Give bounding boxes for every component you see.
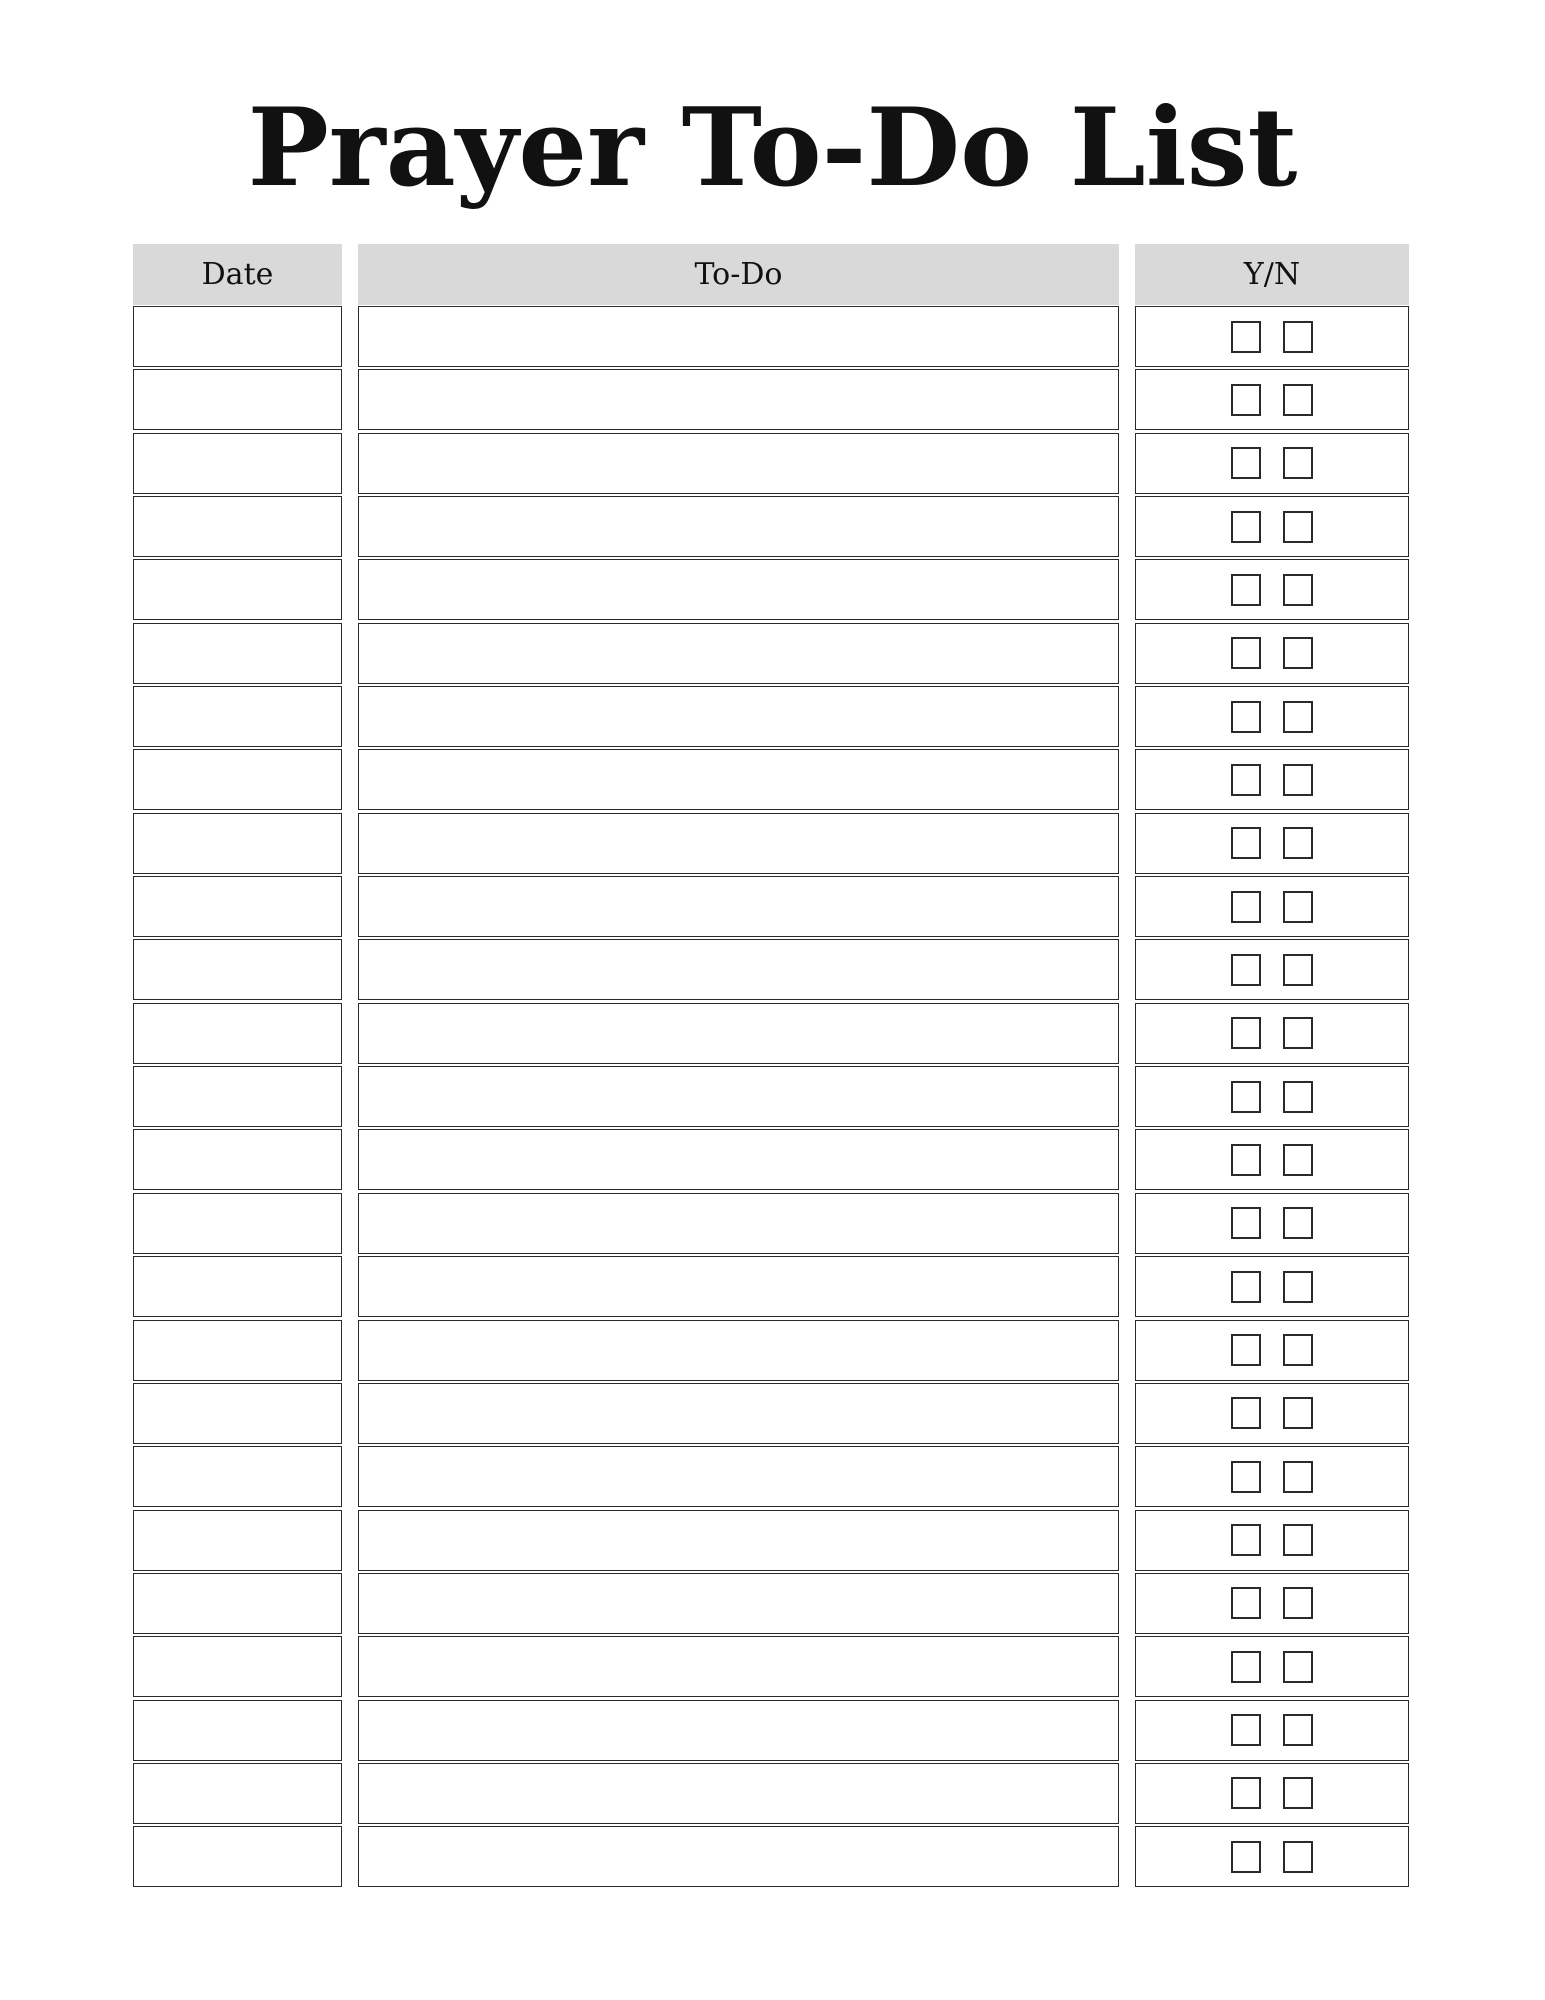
yes-checkbox[interactable] (1231, 1144, 1261, 1176)
todo-cell[interactable] (358, 876, 1119, 937)
todo-cell[interactable] (358, 496, 1119, 557)
todo-cell[interactable] (358, 1129, 1119, 1190)
date-cell[interactable] (133, 749, 342, 810)
no-checkbox[interactable] (1283, 1777, 1313, 1809)
yes-checkbox[interactable] (1231, 1207, 1261, 1239)
date-cell[interactable] (133, 1826, 342, 1887)
yes-checkbox[interactable] (1231, 1841, 1261, 1873)
todo-cell[interactable] (358, 1383, 1119, 1444)
yes-checkbox[interactable] (1231, 1651, 1261, 1683)
date-cell[interactable] (133, 939, 342, 1000)
todo-cell[interactable] (358, 1003, 1119, 1064)
date-cell[interactable] (133, 686, 342, 747)
yes-checkbox[interactable] (1231, 1777, 1261, 1809)
yes-checkbox[interactable] (1231, 384, 1261, 416)
todo-cell[interactable] (358, 686, 1119, 747)
no-checkbox[interactable] (1283, 891, 1313, 923)
no-checkbox[interactable] (1283, 1334, 1313, 1366)
yn-cell (1135, 496, 1409, 557)
yn-rows (1135, 306, 1409, 1887)
yes-checkbox[interactable] (1231, 1714, 1261, 1746)
no-checkbox[interactable] (1283, 701, 1313, 733)
yes-checkbox[interactable] (1231, 574, 1261, 606)
yes-checkbox[interactable] (1231, 954, 1261, 986)
date-cell[interactable] (133, 1763, 342, 1824)
yes-checkbox[interactable] (1231, 1587, 1261, 1619)
todo-cell[interactable] (358, 1573, 1119, 1634)
todo-cell[interactable] (358, 1066, 1119, 1127)
todo-cell[interactable] (358, 306, 1119, 367)
yn-cell (1135, 433, 1409, 494)
no-checkbox[interactable] (1283, 321, 1313, 353)
date-rows (133, 306, 342, 1887)
date-cell[interactable] (133, 1636, 342, 1697)
todo-cell[interactable] (358, 1510, 1119, 1571)
date-cell[interactable] (133, 1510, 342, 1571)
yn-cell (1135, 559, 1409, 620)
yes-checkbox[interactable] (1231, 1397, 1261, 1429)
no-checkbox[interactable] (1283, 1714, 1313, 1746)
yn-cell (1135, 1446, 1409, 1507)
yn-cell (1135, 1573, 1409, 1634)
yes-checkbox[interactable] (1231, 1334, 1261, 1366)
todo-header: To-Do (358, 244, 1119, 305)
todo-cell[interactable] (358, 369, 1119, 430)
yes-checkbox[interactable] (1231, 1461, 1261, 1493)
date-cell[interactable] (133, 1446, 342, 1507)
no-checkbox[interactable] (1283, 511, 1313, 543)
no-checkbox[interactable] (1283, 1841, 1313, 1873)
todo-cell[interactable] (358, 623, 1119, 684)
date-cell[interactable] (133, 369, 342, 430)
yn-cell (1135, 1066, 1409, 1127)
yn-cell (1135, 686, 1409, 747)
yes-checkbox[interactable] (1231, 827, 1261, 859)
no-checkbox[interactable] (1283, 1144, 1313, 1176)
yes-checkbox[interactable] (1231, 321, 1261, 353)
date-header: Date (133, 244, 342, 305)
yn-header: Y/N (1135, 244, 1409, 305)
yn-cell (1135, 876, 1409, 937)
date-cell[interactable] (133, 433, 342, 494)
todo-cell[interactable] (358, 1700, 1119, 1761)
yn-cell (1135, 1826, 1409, 1887)
no-checkbox[interactable] (1283, 1081, 1313, 1113)
yn-cell (1135, 623, 1409, 684)
todo-cell[interactable] (358, 1320, 1119, 1381)
yes-checkbox[interactable] (1231, 701, 1261, 733)
yes-checkbox[interactable] (1231, 1524, 1261, 1556)
todo-cell[interactable] (358, 749, 1119, 810)
yn-cell (1135, 813, 1409, 874)
date-cell[interactable] (133, 1573, 342, 1634)
yn-cell (1135, 1003, 1409, 1064)
yn-cell (1135, 1763, 1409, 1824)
no-checkbox[interactable] (1283, 1524, 1313, 1556)
date-cell[interactable] (133, 1066, 342, 1127)
todo-cell[interactable] (358, 559, 1119, 620)
todo-cell[interactable] (358, 939, 1119, 1000)
yes-checkbox[interactable] (1231, 511, 1261, 543)
no-checkbox[interactable] (1283, 1271, 1313, 1303)
yn-cell (1135, 1636, 1409, 1697)
yn-cell (1135, 1700, 1409, 1761)
date-cell[interactable] (133, 1003, 342, 1064)
no-checkbox[interactable] (1283, 1587, 1313, 1619)
yn-cell (1135, 1129, 1409, 1190)
date-cell[interactable] (133, 623, 342, 684)
todo-cell[interactable] (358, 1193, 1119, 1254)
todo-cell[interactable] (358, 1763, 1119, 1824)
date-cell[interactable] (133, 496, 342, 557)
no-checkbox[interactable] (1283, 827, 1313, 859)
yn-cell (1135, 939, 1409, 1000)
date-cell[interactable] (133, 1256, 342, 1317)
date-cell[interactable] (133, 1700, 342, 1761)
yn-cell (1135, 1193, 1409, 1254)
todo-column (358, 244, 1119, 1890)
yes-checkbox[interactable] (1231, 764, 1261, 796)
date-cell[interactable] (133, 876, 342, 937)
date-cell[interactable] (133, 813, 342, 874)
yn-cell (1135, 1320, 1409, 1381)
todo-cell[interactable] (358, 1256, 1119, 1317)
no-checkbox[interactable] (1283, 384, 1313, 416)
no-checkbox[interactable] (1283, 447, 1313, 479)
yn-cell (1135, 1256, 1409, 1317)
page-title: Prayer To-Do List (247, 85, 1298, 211)
date-cell[interactable] (133, 1129, 342, 1190)
date-column (133, 244, 342, 1890)
no-checkbox[interactable] (1283, 1207, 1313, 1239)
date-cell[interactable] (133, 306, 342, 367)
date-cell[interactable] (133, 1383, 342, 1444)
todo-cell[interactable] (358, 1446, 1119, 1507)
yes-checkbox[interactable] (1231, 891, 1261, 923)
todo-cell[interactable] (358, 1636, 1119, 1697)
yes-checkbox[interactable] (1231, 1017, 1261, 1049)
yes-checkbox[interactable] (1231, 1081, 1261, 1113)
no-checkbox[interactable] (1283, 1461, 1313, 1493)
no-checkbox[interactable] (1283, 574, 1313, 606)
no-checkbox[interactable] (1283, 1397, 1313, 1429)
yes-checkbox[interactable] (1231, 637, 1261, 669)
yes-checkbox[interactable] (1231, 447, 1261, 479)
date-cell[interactable] (133, 1320, 342, 1381)
no-checkbox[interactable] (1283, 1651, 1313, 1683)
yn-cell (1135, 369, 1409, 430)
todo-cell[interactable] (358, 1826, 1119, 1887)
no-checkbox[interactable] (1283, 637, 1313, 669)
yn-cell (1135, 749, 1409, 810)
no-checkbox[interactable] (1283, 1017, 1313, 1049)
yn-cell (1135, 1383, 1409, 1444)
todo-cell[interactable] (358, 433, 1119, 494)
yn-cell (1135, 306, 1409, 367)
yn-column (1135, 244, 1409, 1890)
yn-cell (1135, 1510, 1409, 1571)
date-cell[interactable] (133, 559, 342, 620)
yes-checkbox[interactable] (1231, 1271, 1261, 1303)
todo-cell[interactable] (358, 813, 1119, 874)
date-cell[interactable] (133, 1193, 342, 1254)
no-checkbox[interactable] (1283, 764, 1313, 796)
no-checkbox[interactable] (1283, 954, 1313, 986)
todo-rows (358, 306, 1119, 1887)
